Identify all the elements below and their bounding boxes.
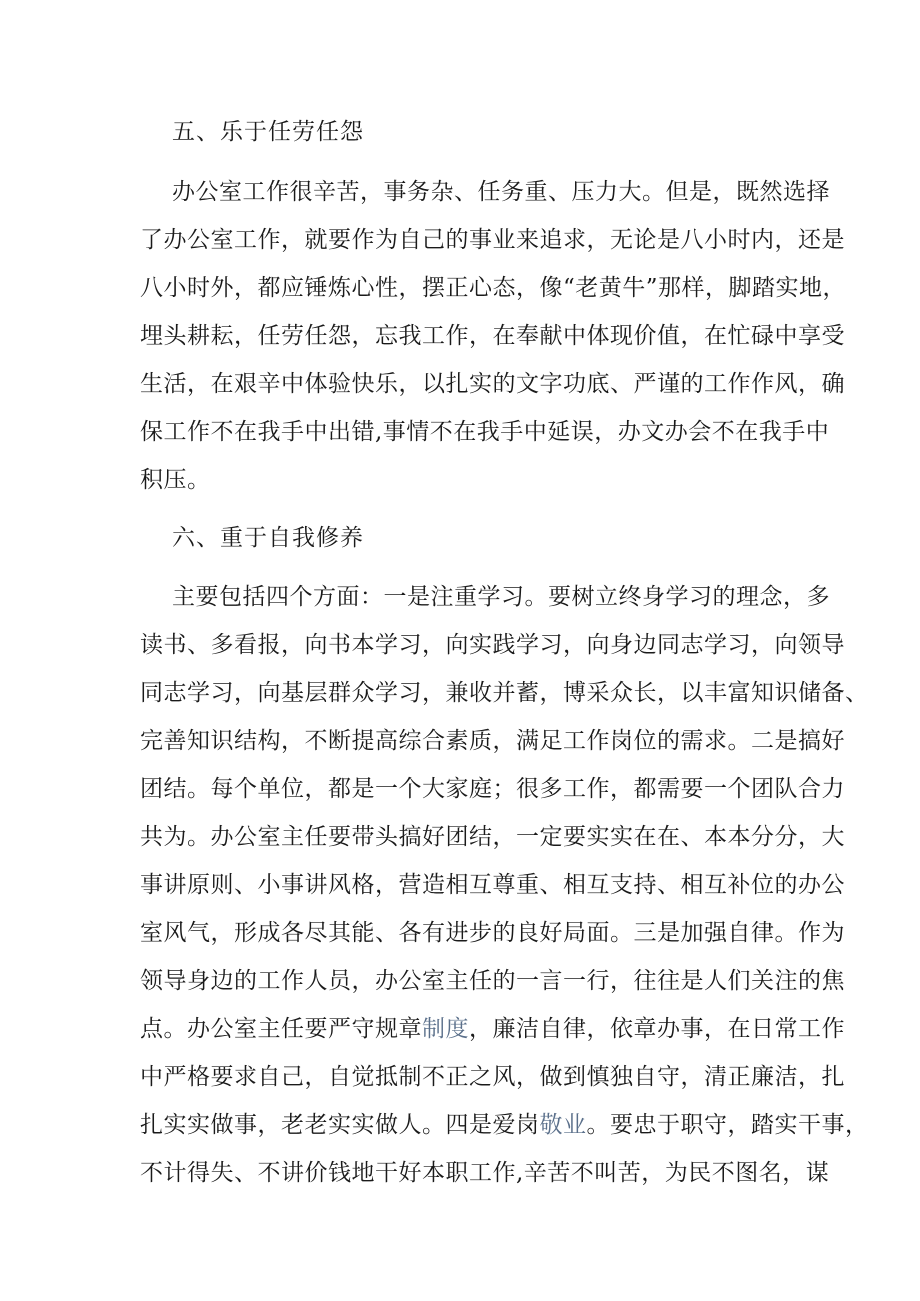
- paragraph-line: 共为。办公室主任要带头搞好团结，一定要实实在在、本本分分，大: [140, 824, 845, 850]
- paragraph-line: 室风气，形成各尽其能、各有进步的良好局面。三是加强自律。作为: [140, 920, 845, 946]
- paragraph-line: 保工作不在我手中出错,事情不在我手中延误，办文办会不在我手中: [140, 419, 830, 445]
- paragraph-line: 主要包括四个方面：一是注重学习。要树立终身学习的理念，多: [172, 584, 830, 610]
- paragraph-line: 生活，在艰辛中体验快乐，以扎实的文字功底、严谨的工作作风，确: [140, 371, 845, 397]
- paragraph-line: [140, 1009, 845, 1049]
- text-span: 点。办公室主任要严守规章: [140, 1016, 422, 1042]
- link-zhidu[interactable]: 制度: [422, 1016, 469, 1042]
- paragraph-line: 积压。: [140, 467, 211, 493]
- text-span: ，廉洁自律，依章办事，在日常工作: [469, 1016, 845, 1042]
- section-6-heading: 六、重于自我修养: [172, 525, 364, 551]
- section-5-heading: 五、乐于任劳任怨: [172, 119, 364, 145]
- paragraph-line: 八小时外，都应锤炼心性，摆正心态，像“老黄牛”那样，脚踏实地，: [140, 275, 847, 301]
- paragraph-line: 同志学习，向基层群众学习，兼收并蓄，博采众长，以丰富知识储备、: [140, 680, 869, 706]
- paragraph-line: 团结。每个单位，都是一个大家庭；很多工作，都需要一个团队合力: [140, 776, 845, 802]
- text-span: 扎实实做事，老老实实做人。四是爱岗: [140, 1112, 540, 1138]
- paragraph-line: [140, 1105, 869, 1145]
- paragraph-line: 中严格要求自己，自觉抵制不正之风，做到慎独自守，清正廉洁，扎: [140, 1064, 845, 1090]
- link-jingye[interactable]: 敬业: [539, 1112, 587, 1138]
- paragraph-line: 埋头耕耘，任劳任怨，忘我工作，在奉献中体现价值，在忙碌中享受: [140, 323, 845, 349]
- paragraph-line: 办公室工作很辛苦，事务杂、任务重、压力大。但是，既然选择: [172, 179, 830, 205]
- paragraph-line: 不计得失、不讲价钱地干好本职工作,辛苦不叫苦，为民不图名，谋: [140, 1160, 830, 1186]
- paragraph-line: 完善知识结构，不断提高综合素质，满足工作岗位的需求。二是搞好: [140, 728, 845, 754]
- paragraph-line: 领导身边的工作人员，办公室主任的一言一行，往往是人们关注的焦: [140, 968, 845, 994]
- paragraph-line: 了办公室工作，就要作为自己的事业来追求，无论是八小时内，还是: [140, 227, 845, 253]
- paragraph-line: 读书、多看报，向书本学习，向实践学习，向身边同志学习，向领导: [140, 632, 845, 658]
- paragraph-line: 事讲原则、小事讲风格，营造相互尊重、相互支持、相互补位的办公: [140, 872, 845, 898]
- text-span: 。要忠于职守，踏实干事，: [586, 1112, 869, 1138]
